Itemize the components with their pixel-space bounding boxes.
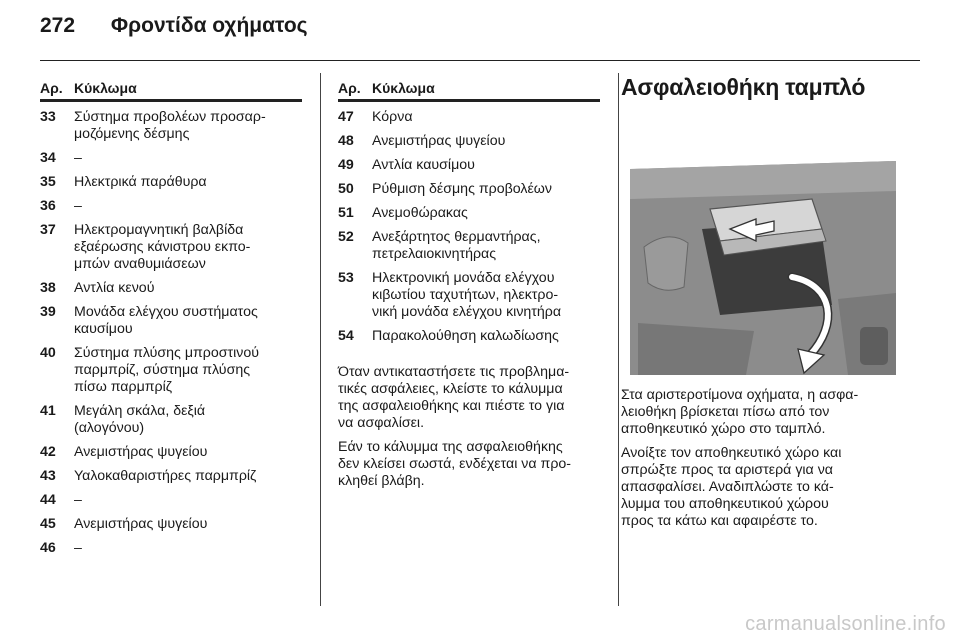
fuse-row [40, 540, 302, 557]
fuse-number: 45 [40, 516, 56, 532]
table-header-circuit: Κύκλωμα [74, 80, 137, 96]
fuse-row [338, 157, 600, 174]
paragraph: Στα αριστεροτίμονα οχήματα, η ασφα- λειοθήκη βρίσκεται πίσω από τον αποθηκευτικό χώρο στο ταμπλό. [621, 387, 859, 437]
fuse-number: 52 [338, 229, 354, 245]
fuse-row [338, 328, 600, 345]
fuse-number: 42 [40, 444, 56, 460]
fuse-circuit: Ρύθμιση δέσμης προβολέων [372, 181, 552, 197]
fuse-row [338, 181, 600, 198]
paragraph: Ανοίξτε τον αποθηκευτικό χώρο και σπρώξτε προς τα αριστερά για να απασφαλίσει. Αναδιπλώστε το κά- λυμμα του αποθηκευτικού χώρου προς τα κάτω και αφαιρέστε το. [621, 445, 842, 529]
fuse-circuit: Αντλία κενού [74, 280, 155, 296]
fuse-circuit: Ηλεκτρικά παράθυρα [74, 174, 207, 190]
fuse-number: 47 [338, 109, 354, 125]
page-title: Φροντίδα οχήματος [110, 14, 308, 37]
fuse-number: 40 [40, 345, 56, 361]
fuse-row [40, 516, 302, 533]
fuse-box-illustration [624, 117, 902, 375]
fuse-circuit: Σύστημα προβολέων προσαρ- μοζόμενης δέσμης [74, 109, 266, 142]
page-header [40, 14, 308, 38]
column-divider-1 [320, 73, 321, 606]
fuse-table-left [40, 80, 302, 557]
fuse-number: 50 [338, 181, 354, 197]
pedal [860, 327, 888, 365]
fuse-row [338, 229, 600, 263]
fuse-circuit: Αντλία καυσίμου [372, 157, 475, 173]
fuse-circuit: Ανεμιστήρας ψυγείου [74, 444, 208, 460]
fuse-number: 53 [338, 270, 354, 286]
fuse-circuit: – [74, 150, 82, 166]
table-header-num: Αρ. [40, 80, 63, 96]
section-title: Ασφαλειοθήκη ταμπλό [621, 74, 866, 100]
fuse-number: 46 [40, 540, 56, 556]
paragraph: Εάν το κάλυμμα της ασφαλειοθήκης δεν κλείσει σωστά, ενδέχεται να προ- κληθεί βλάβη. [338, 439, 571, 489]
fuse-number: 35 [40, 174, 56, 190]
watermark: carmanualsonline.info [745, 613, 946, 635]
fuse-row [338, 270, 600, 321]
fuse-number: 33 [40, 109, 56, 125]
table-header-num: Αρ. [338, 80, 361, 96]
fuse-number: 34 [40, 150, 56, 166]
instrument-panel-fuse-box-section [621, 74, 909, 530]
fuse-circuit: Ανεμοθώρακας [372, 205, 468, 221]
fuse-row [40, 403, 302, 437]
fuse-circuit: – [74, 540, 82, 556]
fuse-circuit: Μεγάλη σκάλα, δεξιά (αλογόνου) [74, 403, 206, 436]
fuse-row [40, 304, 302, 338]
fuse-number: 36 [40, 198, 56, 214]
fuse-circuit: Σύστημα πλύσης μπροστινού παρμπρίζ, σύστημα πλύσης πίσω παρμπρίζ [74, 345, 260, 395]
paragraph: Όταν αντικαταστήσετε τις προβλημα- τικές ασφάλειες, κλείστε το κάλυμμα της ασφαλειοθήκης και πιέστε το για να ασφαλίσει. [338, 364, 570, 431]
fuse-row [40, 280, 302, 297]
fuse-circuit: Μονάδα ελέγχου συστήματος καυσίμου [74, 304, 258, 337]
fuse-circuit: Παρακολούθηση καλωδίωσης [372, 328, 559, 344]
fuse-number: 38 [40, 280, 56, 296]
fuse-table-right [338, 80, 600, 490]
header-divider [40, 60, 920, 61]
fuse-circuit: Ηλεκτρονική μονάδα ελέγχου κιβωτίου ταχυτήτων, ηλεκτρο- νική μονάδα ελέγχου κινητήρα [372, 270, 562, 320]
fuse-number: 44 [40, 492, 56, 508]
fuse-number: 39 [40, 304, 56, 320]
fuse-row [40, 109, 302, 143]
fuse-circuit: Ανεμιστήρας ψυγείου [372, 133, 506, 149]
table-header-circuit: Κύκλωμα [372, 80, 435, 96]
fuse-row [40, 492, 302, 509]
fuse-row [338, 109, 600, 126]
fuse-number: 41 [40, 403, 56, 419]
fuse-number: 54 [338, 328, 354, 344]
fuse-number: 43 [40, 468, 56, 484]
fuse-row [338, 205, 600, 222]
fuse-row [338, 133, 600, 150]
fuse-circuit: – [74, 198, 82, 214]
lower-console [638, 323, 754, 375]
fuse-circuit: Ηλεκτρομαγνητική βαλβίδα εξαέρωσης κάνιστρου εκπο- μπών αναθυμιάσεων [74, 222, 251, 272]
fuse-number: 49 [338, 157, 354, 173]
fuse-row [40, 174, 302, 191]
fuse-number: 37 [40, 222, 56, 238]
fuse-circuit: Ανεξάρτητος θερμαντήρας, πετρελαιοκινητήρας [372, 229, 541, 262]
fuse-circuit: Υαλοκαθαριστήρες παρμπρίζ [74, 468, 257, 484]
fuse-number: 51 [338, 205, 354, 221]
fuse-circuit: Κόρνα [372, 109, 413, 125]
table-header [338, 80, 600, 102]
fuse-number: 48 [338, 133, 354, 149]
fuse-row [40, 150, 302, 167]
page-number: 272 [40, 14, 76, 37]
column-divider-2 [618, 73, 619, 606]
fuse-circuit: Ανεμιστήρας ψυγείου [74, 516, 208, 532]
fuse-row [40, 198, 302, 215]
fuse-row [40, 444, 302, 461]
fuse-row [40, 222, 302, 273]
table-header [40, 80, 302, 102]
fuse-row [40, 468, 302, 485]
fuse-row [40, 345, 302, 396]
fuse-circuit: – [74, 492, 82, 508]
